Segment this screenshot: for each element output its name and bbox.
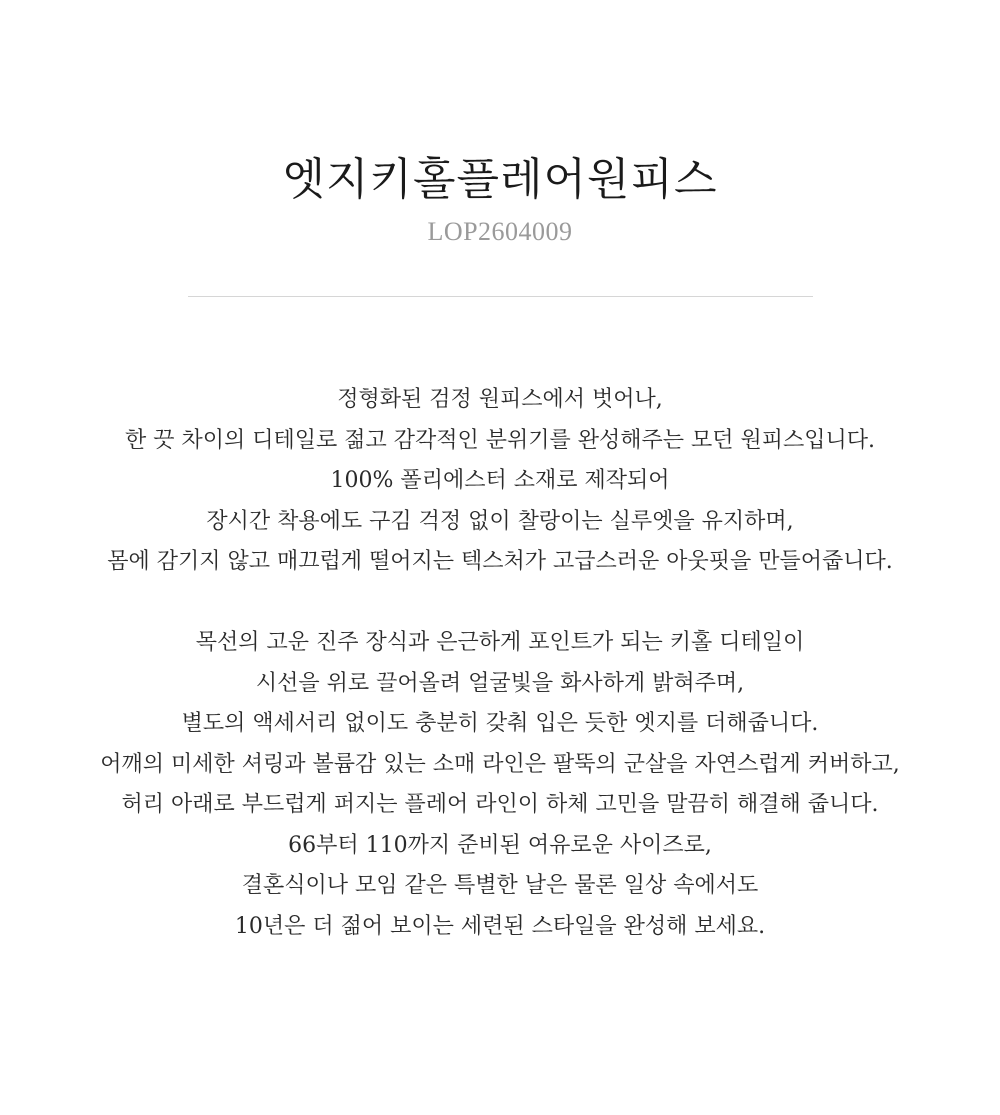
description-paragraph-2	[0, 623, 1000, 947]
paragraph-gap	[0, 583, 1000, 624]
description-line: 66부터 110까지 준비된 여유로운 사이즈로,	[288, 832, 712, 858]
product-description	[0, 380, 1000, 947]
description-line: 정형화된 검정 원피스에서 벗어나,	[337, 387, 663, 412]
description-line: 별도의 액세서리 없이도 충분히 갖춰 입은 듯한 엣지를 더해줍니다.	[181, 711, 819, 736]
description-line: 한 끗 차이의 디테일로 젊고 감각적인 분위기를 완성해주는 모던 원피스입니다.	[125, 427, 875, 453]
description-line: 장시간 착용에도 구김 걱정 없이 찰랑이는 실루엣을 유지하며,	[206, 508, 794, 534]
description-line: 결혼식이나 모임 같은 특별한 날은 물론 일상 속에서도	[241, 873, 759, 898]
description-line: 어깨의 미세한 셔링과 볼륨감 있는 소매 라인은 팔뚝의 군살을 자연스럽게 커버하고,	[100, 751, 900, 777]
description-line: 시선을 위로 끌어올려 얼굴빛을 화사하게 밝혀주며,	[255, 670, 745, 696]
description-paragraph-1	[0, 380, 1000, 583]
product-header	[0, 150, 1000, 250]
description-line: 몸에 감기지 않고 매끄럽게 떨어지는 텍스처가 고급스러운 아웃핏을 만들어줍니다.	[107, 549, 893, 574]
description-line: 100% 폴리에스터 소재로 제작되어	[330, 468, 670, 493]
description-line: 10년은 더 젊어 보이는 세련된 스타일을 완성해 보세요.	[234, 913, 766, 939]
product-title: 엣지키홀플레어원피스	[282, 154, 718, 205]
product-code: LOP2604009	[427, 217, 573, 246]
description-line: 목선의 고운 진주 장식과 은근하게 포인트가 되는 키홀 디테일이	[195, 630, 805, 655]
description-line: 허리 아래로 부드럽게 퍼지는 플레어 라인이 하체 고민을 말끔히 해결해 줍니다.	[121, 792, 879, 817]
divider	[188, 296, 813, 297]
